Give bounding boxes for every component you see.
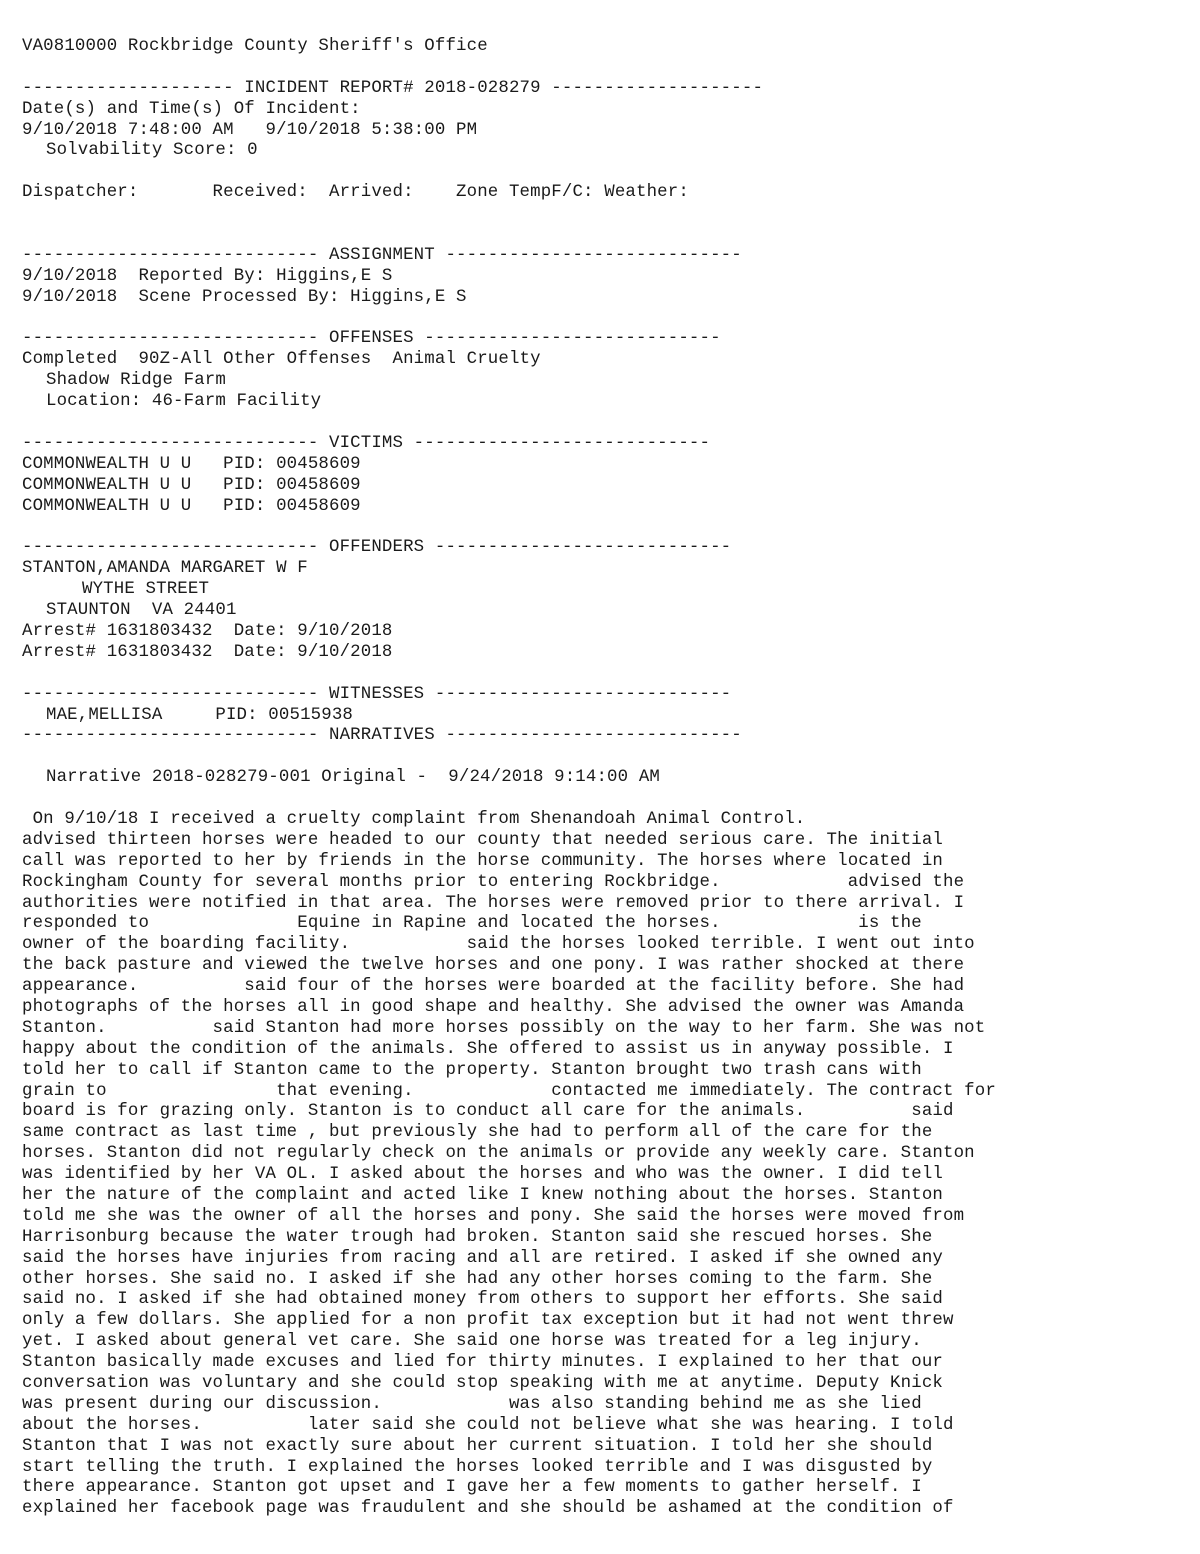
narrative-line: yet. I asked about general vet care. She said one horse was treated for a leg injury. (22, 1332, 922, 1352)
narrative-line: On 9/10/18 I received a cruelty complaint from Shenandoah Animal Control. (22, 809, 806, 829)
incident-times: 9/10/2018 7:48:00 AM 9/10/2018 5:38:00 PM (22, 120, 478, 140)
narrative-line: Stanton basically made excuses and lied for thirty minutes. I explained to her that our (22, 1353, 943, 1373)
witnesses-divider: ---------------------------- WITNESSES ---------------------------- (22, 684, 732, 704)
narrative-line: grain to that evening. contacted me immediately. The contract for (22, 1081, 996, 1101)
narrative-line: other horses. She said no. I asked if she had any other horses coming to the farm. She (22, 1269, 933, 1289)
narrative-line: was identified by her VA OL. I asked about the horses and who was the owner. I did tell (22, 1165, 943, 1185)
agency-title: VA0810000 Rockbridge County Sheriff's Office (22, 37, 488, 56)
narrative-line: appearance. said four of the horses were boarded at the facility before. She had (22, 977, 965, 997)
victim-row: COMMONWEALTH U U PID: 00458609 (22, 496, 361, 516)
victim-row: COMMONWEALTH U U PID: 00458609 (22, 454, 361, 474)
narrative-line: start telling the truth. I explained the horses looked terrible and I was disgusted by (22, 1457, 933, 1477)
narrative-line: owner of the boarding facility. said the horses looked terrible. I went out into (22, 935, 975, 955)
offender-name: STANTON,AMANDA MARGARET W F (22, 559, 308, 579)
arrest-row: Arrest# 1631803432 Date: 9/10/2018 (22, 621, 393, 641)
narratives-divider: ---------------------------- NARRATIVES ---------------------------- (22, 726, 742, 746)
incident-label: Date(s) and Time(s) Of Incident: (22, 99, 361, 119)
narrative-line: her the nature of the complaint and acted like I knew nothing about the horses. Stanton (22, 1186, 943, 1205)
dispatch-fields: Dispatcher: Received: Arrived: Zone TempF/C: Weather: (22, 183, 689, 203)
offender-street: WYTHE STREET (82, 580, 210, 600)
narrative-line: same contract as last time , but previously she had to perform all of the care for the (22, 1123, 933, 1143)
narrative-line: happy about the condition of the animals. She offered to assist us in anyway possible. I (22, 1039, 954, 1059)
offender-city: STAUNTON VA 24401 (46, 601, 237, 621)
narrative-line: board is for grazing only. Stanton is to conduct all care for the animals. said (22, 1102, 954, 1122)
offense-location: Location: 46-Farm Facility (46, 392, 322, 412)
narrative-line: call was reported to her by friends in the horse community. The horses where located in (22, 851, 943, 871)
narrative-line: told me she was the owner of all the horses and pony. She said the horses were moved from (22, 1206, 965, 1226)
narrative-heading: Narrative 2018-028279-001 Original - 9/24/2018 9:14:00 AM (46, 768, 660, 788)
narrative-line: there appearance. Stanton got upset and I gave her a few moments to gather herself. I (22, 1478, 922, 1498)
narrative-line: Rockingham County for several months prior to entering Rockbridge. advised the (22, 872, 965, 892)
narrative-line: only a few dollars. She applied for a non profit tax exception but it had not went threw (22, 1311, 954, 1331)
narrative-line: about the horses. later said she could not believe what she was hearing. I told (22, 1415, 954, 1435)
offense-place: Shadow Ridge Farm (46, 371, 226, 391)
narrative-line: Stanton that I was not exactly sure about her current situation. I told her she should (22, 1436, 933, 1456)
narrative-line: was present during our discussion. was also standing behind me as she lied (22, 1394, 922, 1414)
narrative-line: horses. Stanton did not regularly check on the animals or provide any weekly care. Stanton (22, 1144, 975, 1164)
narrative-line: Stanton. said Stanton had more horses possibly on the way to her farm. She was not (22, 1018, 986, 1038)
narrative-line: advised thirteen horses were headed to our county that needed serious care. The initial (22, 830, 943, 850)
arrest-row: Arrest# 1631803432 Date: 9/10/2018 (22, 642, 393, 662)
narrative-line: responded to Equine in Rapine and located the horses. is the (22, 914, 922, 934)
victims-divider: ---------------------------- VICTIMS ---------------------------- (22, 433, 711, 453)
witness-row: MAE,MELLISA PID: 00515938 (46, 705, 353, 725)
narrative-line: the back pasture and viewed the twelve horses and one pony. I was rather shocked at there (22, 956, 965, 976)
solvability-score: Solvability Score: 0 (46, 141, 258, 161)
offense-entry: Completed 90Z-All Other Offenses Animal Cruelty (22, 350, 541, 370)
assignment-divider: ---------------------------- ASSIGNMENT ---------------------------- (22, 245, 742, 265)
victim-row: COMMONWEALTH U U PID: 00458609 (22, 475, 361, 495)
narrative-line: said the horses have injuries from racing and all are retired. I asked if she owned any (22, 1248, 943, 1268)
scene-processed-by: 9/10/2018 Scene Processed By: Higgins,E S (22, 287, 467, 307)
narrative-line: authorities were notified in that area. The horses were removed prior to there arrival. I (22, 893, 965, 913)
narrative-line: Harrisonburg because the water trough had broken. Stanton said she rescued horses. She (22, 1227, 933, 1247)
offenders-divider: ---------------------------- OFFENDERS ---------------------------- (22, 538, 732, 558)
narrative-body (22, 810, 1200, 1520)
narrative-line: explained her facebook page was fraudulent and she should be ashamed at the condition of (22, 1499, 954, 1519)
reported-by: 9/10/2018 Reported By: Higgins,E S (22, 266, 393, 286)
offenses-divider: ---------------------------- OFFENSES ---------------------------- (22, 329, 721, 349)
narrative-line: said no. I asked if she had obtained money from others to support her efforts. She said (22, 1290, 943, 1310)
narrative-line: photographs of the horses all in good shape and healthy. She advised the owner was Amanda (22, 997, 965, 1017)
narrative-line: told her to call if Stanton came to the property. Stanton brought two trash cans with (22, 1060, 922, 1080)
report-number-divider: -------------------- INCIDENT REPORT# 2018-028279 -------------------- (22, 78, 764, 98)
narrative-line: conversation was voluntary and she could stop speaking with me at anytime. Deputy Knick (22, 1374, 943, 1394)
